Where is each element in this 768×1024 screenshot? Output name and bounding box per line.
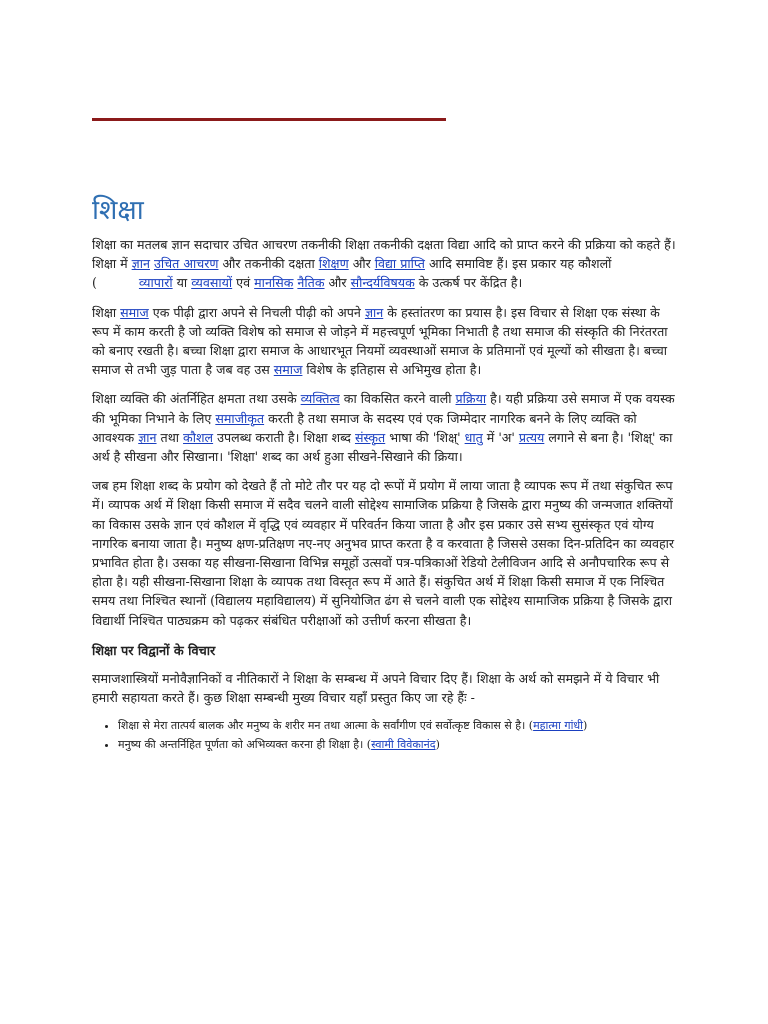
text: शिक्षा व्यक्ति की अंतर्निहित क्षमता तथा उसके	[92, 391, 301, 407]
link-vyaktitva[interactable]: व्यक्तित्व	[300, 391, 340, 407]
text: में 'अ'	[482, 429, 519, 445]
text: एवं	[232, 275, 255, 291]
link-pratyay[interactable]: प्रत्यय	[518, 429, 545, 445]
text: करती है तथा समाज के सदस्य एवं एक जिम्मेदार नागरिक बनने के लिए व्यक्ति को आवश्यक	[92, 410, 637, 445]
paragraph-3	[92, 389, 677, 466]
section-heading: शिक्षा पर विद्वानों के विचार	[92, 643, 216, 659]
text: और तकनीकी दक्षता	[218, 256, 319, 272]
text: के उत्कर्ष पर केंद्रित है।	[414, 275, 523, 291]
article-body	[92, 235, 677, 755]
link-naitik[interactable]: नैतिक	[297, 275, 325, 291]
link-kaushal[interactable]: कौशल	[183, 429, 214, 445]
link-saundarya[interactable]: सौन्दर्यविषयक	[350, 275, 415, 291]
list-item	[118, 736, 677, 753]
link-gyan-2[interactable]: ज्ञान	[364, 304, 384, 320]
link-gyan[interactable]: ज्ञान	[131, 256, 150, 272]
quotes-list	[92, 717, 677, 753]
text: )	[435, 738, 440, 752]
paragraph-4: जब हम शिक्षा शब्द के प्रयोग को देखते हैं तो मोटे तौर पर यह दो रूपों में प्रयोग में लाया जाता है व्यापक रूप में तथा संकुचित रूप में। व्यापक अर्थ में शिक्षा किसी समाज में सदैव चलने वाली सोद्देश्य सामाजिक प्रक्रिया है जिसके द्वारा मनुष्य की जन्मजात शक्तियों का विकास उसके ज्ञान एवं कौशल में वृद्धि एवं व्यवहार में परिवर्तन किया जाता है और इस प्रकार उसे सभ्य सुसंस्कृत एवं योग्य नागरिक बनाया जाता है। मनुष्य क्षण-प्रतिक्षण नए-नए अनुभव प्राप्त करता है व करवाता है जिससे उसका दिन-प्रतिदिन का व्यवहार प्रभावित होता है। उसका यह सीखना-सिखाना विभिन्न समूहों उत्सवों पत्र-पत्रिकाओं रेडियो टेलीविजन आदि से अनौपचारिक रूप से होता है। यही सीखना-सिखाना शिक्षा के व्यापक तथा विस्तृत रूप में आते हैं। संकुचित अर्थ में शिक्षा किसी समाज में एक निश्चित समय तथा निश्चित स्थानों (विद्यालय महाविद्यालय) में सुनियोजित ढंग से चलने वाली एक सोद्देश्य सामाजिक प्रक्रिया है जिसके द्वारा विद्यार्थी निश्चित पाठ्यक्रम को पढ़कर संबंधित परीक्षाओं को उत्तीर्ण करना सीखता है।	[92, 478, 675, 628]
link-vyavsayon[interactable]: व्यवसायों	[191, 275, 233, 291]
text: के हस्तांतरण का प्रयास है। इस विचार से शिक्षा एक संस्था के रूप में काम करती है जो व्यक्ति विशेष को समाज से जोड़ने में महत्त्वपूर्ण भूमिका निभाती है तथा समाज की संस्कृति की निरंतरता को बनाए रखती है। बच्चा शिक्षा द्वारा समाज के आधारभूत नियमों व्यवस्थाओं समाज के प्रतिमानों एवं मूल्यों को सीखता है। बच्चा समाज से तभी जुड़ पाता है जब वह उस	[92, 304, 668, 378]
link-samaj[interactable]: समाज	[120, 304, 149, 320]
link-gyan-3[interactable]: ज्ञान	[138, 429, 157, 445]
text: या	[172, 275, 192, 291]
link-mahatma-gandhi[interactable]: महात्मा गांधी	[533, 719, 584, 733]
quote-text: शिक्षा से मेरा तात्पर्य बालक और मनुष्य के शरीर मन तथा आत्मा के सर्वांगीण एवं सर्वोत्कृष्ट विकास से है। (	[118, 719, 534, 733]
page-title: शिक्षा	[92, 195, 144, 226]
link-samajikrit[interactable]: समाजीकृत	[215, 410, 265, 426]
link-prakriya[interactable]: प्रक्रिया	[455, 391, 487, 407]
link-dhatu[interactable]: धातु	[464, 429, 483, 445]
text: लगाने से बना है। 'शिक्ष्' का अर्थ है सीखना और सिखाना। 'शिक्षा' शब्द का अर्थ हुआ सीखने-सिखाने की क्रिया।	[92, 429, 673, 465]
text: आदि समाविष्ट हैं। इस प्रकार यह कौशलों	[424, 256, 612, 272]
link-sanskrit[interactable]: संस्कृत	[354, 429, 386, 445]
text: और	[348, 256, 375, 272]
text: उपलब्ध कराती है। शिक्षा शब्द	[213, 429, 355, 445]
link-swami-vivekanand[interactable]: स्वामी विवेकानंद	[371, 738, 436, 752]
header-rule	[92, 118, 446, 121]
text: भाषा की 'शिक्ष्'	[385, 429, 465, 445]
text: एक पीढ़ी द्वारा अपने से निचली पीढ़ी को अपने	[148, 304, 365, 320]
link-samaj-2[interactable]: समाज	[273, 362, 303, 378]
paren: (	[92, 275, 97, 291]
link-vyaparon[interactable]: व्यापारों	[138, 275, 173, 291]
text: तथा	[156, 429, 184, 445]
quote-text: मनुष्य की अन्तर्निहित पूर्णता को अभिव्यक्त करना ही शिक्षा है। (	[118, 738, 372, 752]
link-vidya-prapti[interactable]: विद्या प्राप्ति	[374, 256, 425, 272]
link-mansik[interactable]: मानसिक	[254, 275, 294, 291]
text: और	[324, 275, 351, 291]
link-shikshan[interactable]: शिक्षण	[318, 256, 349, 272]
text: )	[583, 719, 588, 733]
text: शिक्षा का मतलब ज्ञान सदाचार उचित आचरण तकनीकी शिक्षा तकनीकी दक्षता विद्या आदि को प्राप्त करने की प्रक्रिया को कहते हैं। शिक्षा में	[92, 237, 676, 272]
paragraph-2	[92, 303, 677, 380]
link-uchit-aacharan[interactable]: उचित आचरण	[154, 256, 219, 272]
text: का विकसित करने वाली	[339, 391, 456, 407]
paragraph-5: समाजशास्त्रियों मनोवैज्ञानिकों व नीतिकारों ने शिक्षा के सम्बन्ध में अपने विचार दिए हैं। शिक्षा के अर्थ को समझने में ये विचार भी हमारी सहायता करते हैं। कुछ शिक्षा सम्बन्धी मुख्य विचार यहाँ प्रस्तुत किए जा रहे हैंः -	[92, 671, 660, 706]
intro-paragraph	[92, 235, 677, 293]
text: है। यही प्रक्रिया उसे समाज में एक वयस्क की भूमिका निभाने के लिए	[92, 391, 675, 426]
list-item	[118, 717, 677, 734]
text: विशेष के इतिहास से अभिमुख होता है।	[302, 362, 482, 378]
text: शिक्षा	[92, 304, 121, 320]
